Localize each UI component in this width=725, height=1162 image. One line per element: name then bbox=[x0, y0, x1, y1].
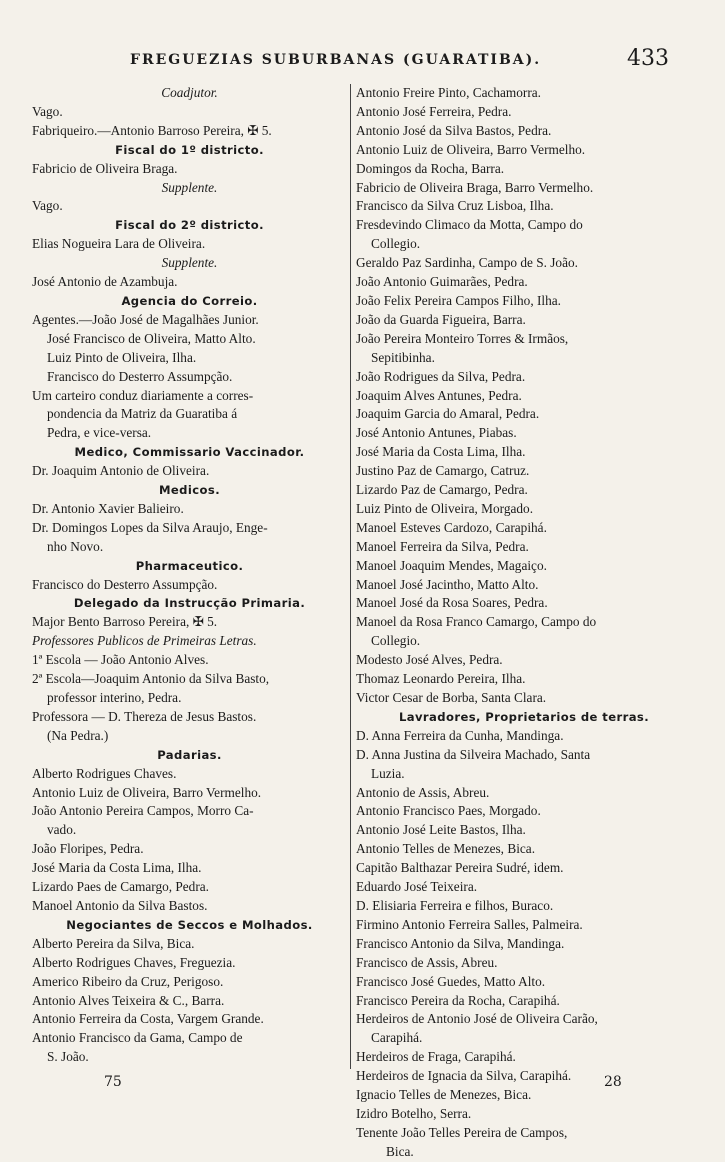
left-entry-line: Elias Nogueira Lara de Oliveira. bbox=[32, 236, 206, 252]
right-entry-line: Herdeiros de Ignacia da Silva, Carapihá. bbox=[356, 1068, 572, 1084]
left-entry-line: Alberto Rodrigues Chaves, Freguezia. bbox=[32, 954, 236, 970]
right-entry-line: Francisco da Silva Cruz Lisboa, Ilha. bbox=[356, 198, 554, 214]
right-entry-line: Tenente João Telles Pereira de Campos, bbox=[356, 1124, 568, 1140]
right-entry-line: Luiz Pinto de Oliveira, Morgado. bbox=[356, 500, 534, 516]
left-entry-line: Antonio Alves Teixeira & C., Barra. bbox=[32, 992, 225, 1008]
left-entry-line: José Maria da Costa Lima, Ilha. bbox=[32, 860, 202, 876]
right-entry-line: Fabricio de Oliveira Braga, Barro Vermelho. bbox=[356, 179, 594, 195]
right-entry-line: Eduardo José Teixeira. bbox=[356, 879, 478, 895]
right-entry-line: Antonio José da Silva Bastos, Pedra. bbox=[356, 122, 552, 138]
right-entry-line: Francisco José Guedes, Matto Alto. bbox=[356, 973, 546, 989]
right-entry-line: Victor Cesar de Borba, Santa Clara. bbox=[356, 690, 547, 705]
page-title: FREGUEZIAS SUBURBANAS (GUARATIBA). bbox=[130, 52, 542, 68]
left-section-heading: Fiscal do 2º districto. bbox=[115, 218, 264, 233]
right-entry-line: Izidro Botelho, Serra. bbox=[356, 1105, 472, 1121]
right-entry-line: Capitão Balthazar Pereira Sudré, idem. bbox=[356, 860, 564, 876]
right-entry-line: Manoel Joaquim Mendes, Magaiço. bbox=[356, 557, 547, 573]
right-entry-line: Francisco Antonio da Silva, Mandinga. bbox=[356, 935, 565, 951]
left-entry-line: Fabriqueiro.—Antonio Barroso Pereira, ✠ 5. bbox=[32, 122, 272, 138]
left-entry-line: Francisco do Desterro Assumpção. bbox=[47, 368, 233, 384]
right-entry-line: Firmino Antonio Ferreira Salles, Palmeira. bbox=[356, 916, 583, 932]
right-entry-line: Antonio Luiz de Oliveira, Barro Vermelho. bbox=[356, 141, 586, 157]
right-entry-line: Luzia. bbox=[371, 765, 405, 781]
left-entry-line: Dr. Antonio Xavier Balieiro. bbox=[32, 500, 184, 516]
right-entry-line: Lizardo Paz de Camargo, Pedra. bbox=[356, 482, 528, 498]
right-entry-line: José Antonio Antunes, Piabas. bbox=[356, 425, 517, 441]
left-entry-line: Vago. bbox=[32, 103, 63, 119]
right-entry-line: Antonio Telles de Menezes, Bica. bbox=[356, 841, 536, 857]
left-entry-line: nho Novo. bbox=[47, 538, 104, 554]
left-entry-line: 2ª Escola—Joaquim Antonio da Silva Basto, bbox=[32, 671, 270, 687]
right-entry-line: Antonio José Ferreira, Pedra. bbox=[356, 103, 512, 119]
right-entry-line: Manoel Ferreira da Silva, Pedra. bbox=[356, 538, 529, 554]
left-entry-line: Major Bento Barroso Pereira, ✠ 5. bbox=[32, 614, 218, 630]
right-entry-line: D. Elisiaria Ferreira e filhos, Buraco. bbox=[356, 897, 554, 913]
left-entry-line: vado. bbox=[47, 822, 77, 838]
left-entry-line: Antonio Luiz de Oliveira, Barro Vermelho. bbox=[32, 784, 262, 800]
left-entry-line: Pedra, e vice-versa. bbox=[47, 425, 152, 441]
right-entry-line: Collegio. bbox=[371, 633, 421, 649]
left-entry-line: Alberto Pereira da Silva, Bica. bbox=[32, 935, 195, 951]
right-entry-line: José Maria da Costa Lima, Ilha. bbox=[356, 444, 526, 460]
right-entry-line: João Felix Pereira Campos Filho, Ilha. bbox=[356, 292, 561, 308]
right-entry-line: Fresdevindo Climaco da Motta, Campo do bbox=[356, 217, 583, 233]
right-entry-line: Collegio. bbox=[371, 236, 421, 252]
left-entry-line: Agentes.—João José de Magalhães Junior. bbox=[32, 311, 259, 327]
left-section-heading: Medico, Commissario Vaccinador. bbox=[74, 445, 305, 460]
left-entry-line: Alberto Rodrigues Chaves. bbox=[32, 765, 177, 781]
left-entry-line: Um carteiro conduz diariamente a corres- bbox=[32, 387, 254, 403]
left-section-heading: Fiscal do 1º districto. bbox=[115, 142, 264, 157]
right-entry-line: João Antonio Guimarães, Pedra. bbox=[356, 274, 528, 290]
left-section-heading: Delegado da Instrucção Primaria. bbox=[73, 596, 306, 611]
right-entry-line: Sepitibinha. bbox=[371, 349, 435, 365]
right-entry-line: Antonio José Leite Bastos, Ilha. bbox=[356, 822, 526, 838]
left-entry-line: professor interino, Pedra. bbox=[47, 690, 182, 705]
left-entry-line: Professora — D. Thereza de Jesus Bastos. bbox=[32, 708, 257, 724]
left-entry-line: Antonio Ferreira da Costa, Vargem Grande. bbox=[32, 1011, 264, 1027]
right-entry-line: D. Anna Ferreira da Cunha, Mandinga. bbox=[356, 727, 564, 743]
right-entry-line: Geraldo Paz Sardinha, Campo de S. João. bbox=[356, 255, 578, 271]
right-entry-line: Ignacio Telles de Menezes, Bica. bbox=[356, 1087, 532, 1103]
left-entry-line: Coadjutor. bbox=[161, 85, 218, 100]
right-column bbox=[356, 84, 692, 1162]
right-entry-line: Joaquim Alves Antunes, Pedra. bbox=[356, 387, 522, 403]
page-number: 433 bbox=[627, 46, 669, 71]
right-entry-line: Manoel da Rosa Franco Camargo, Campo do bbox=[356, 614, 597, 630]
right-entry-line: Thomaz Leonardo Pereira, Ilha. bbox=[356, 671, 526, 687]
left-entry-line: João Antonio Pereira Campos, Morro Ca- bbox=[32, 803, 254, 819]
left-entry-line: Lizardo Paes de Camargo, Pedra. bbox=[32, 879, 209, 895]
right-entry-line: Modesto José Alves, Pedra. bbox=[356, 652, 503, 668]
right-entry-line: D. Anna Justina da Silveira Machado, Santa bbox=[356, 746, 591, 762]
right-entry-line: João Pereira Monteiro Torres & Irmãos, bbox=[356, 330, 569, 346]
left-section-heading: Agencia do Correio. bbox=[121, 293, 258, 308]
right-entry-line: Domingos da Rocha, Barra. bbox=[356, 160, 505, 176]
right-entry-line: Manoel Esteves Cardozo, Carapihá. bbox=[356, 519, 547, 535]
left-section-heading: Pharmaceutico. bbox=[135, 558, 244, 573]
left-entry-line: Manoel Antonio da Silva Bastos. bbox=[32, 897, 208, 913]
right-entry-line: Francisco Pereira da Rocha, Carapihá. bbox=[356, 992, 560, 1008]
left-entry-line: Supplente. bbox=[161, 255, 218, 271]
left-column bbox=[32, 84, 347, 1067]
left-entry-line: José Antonio de Azambuja. bbox=[32, 274, 178, 290]
left-entry-line: Professores Publicos de Primeiras Letras. bbox=[32, 633, 257, 649]
left-entry-line: 1ª Escola — João Antonio Alves. bbox=[32, 652, 209, 668]
right-entry-line: Carapihá. bbox=[371, 1030, 423, 1046]
right-entry-line: Justino Paz de Camargo, Catruz. bbox=[356, 463, 530, 479]
right-entry-line: João da Guarda Figueira, Barra. bbox=[356, 311, 526, 327]
right-entry-line: Francisco de Assis, Abreu. bbox=[356, 954, 498, 970]
right-entry-line: Herdeiros de Antonio José de Oliveira Carão, bbox=[356, 1011, 598, 1027]
right-section-heading: Lavradores, Proprietarios de terras. bbox=[398, 709, 650, 724]
right-entry-line: Antonio Francisco Paes, Morgado. bbox=[356, 803, 541, 819]
footer-signature-left: 75 bbox=[104, 1074, 122, 1090]
left-entry-line: Fabricio de Oliveira Braga. bbox=[32, 160, 178, 176]
left-entry-line: João Floripes, Pedra. bbox=[32, 841, 144, 857]
page-header bbox=[0, 46, 725, 76]
right-entry-line: Antonio de Assis, Abreu. bbox=[356, 784, 490, 800]
left-section-heading: Medicos. bbox=[158, 483, 221, 498]
left-entry-line: pondencia da Matriz da Guaratiba á bbox=[47, 406, 238, 422]
right-entry-line: Herdeiros de Fraga, Carapihá. bbox=[356, 1049, 516, 1065]
left-entry-line: S. João. bbox=[47, 1049, 89, 1065]
right-entry-line: Manoel José da Rosa Soares, Pedra. bbox=[356, 595, 548, 611]
right-entry-line: Bica. bbox=[386, 1143, 414, 1159]
left-entry-line: Vago. bbox=[32, 198, 63, 214]
left-entry-line: Francisco do Desterro Assumpção. bbox=[32, 576, 218, 592]
right-entry-line: Antonio Freire Pinto, Cachamorra. bbox=[356, 85, 542, 100]
left-entry-line: Dr. Joaquim Antonio de Oliveira. bbox=[32, 463, 210, 479]
left-entry-line: Supplente. bbox=[161, 179, 218, 195]
left-entry-line: Americo Ribeiro da Cruz, Perigoso. bbox=[32, 973, 224, 989]
left-entry-line: Antonio Francisco da Gama, Campo de bbox=[32, 1030, 243, 1046]
right-entry-line: João Rodrigues da Silva, Pedra. bbox=[356, 368, 526, 384]
left-entry-line: Luiz Pinto de Oliveira, Ilha. bbox=[47, 349, 197, 365]
right-entry-line: Manoel José Jacintho, Matto Alto. bbox=[356, 576, 539, 592]
left-section-heading: Padarias. bbox=[157, 747, 222, 762]
left-section-heading: Negociantes de Seccos e Molhados. bbox=[66, 917, 313, 932]
left-entry-line: (Na Pedra.) bbox=[47, 727, 109, 743]
right-entry-line: Joaquim Garcia do Amaral, Pedra. bbox=[356, 406, 540, 422]
left-entry-line: José Francisco de Oliveira, Matto Alto. bbox=[47, 330, 256, 346]
left-entry-line: Dr. Domingos Lopes da Silva Araujo, Enge- bbox=[32, 519, 268, 535]
footer-signature-right: 28 bbox=[604, 1074, 622, 1090]
column-divider bbox=[350, 84, 351, 1069]
